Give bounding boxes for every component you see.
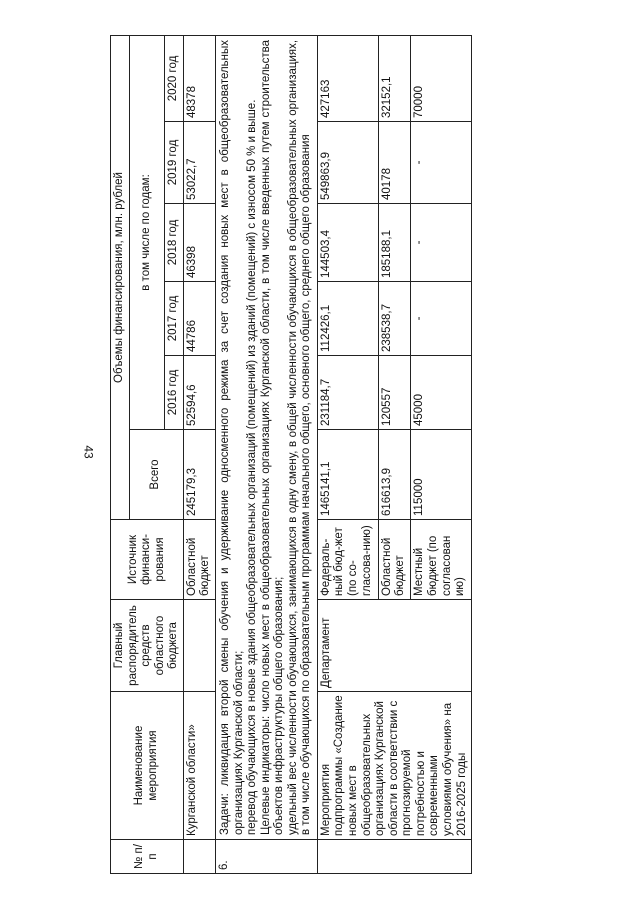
financing-table <box>110 35 472 874</box>
header-total: Всего <box>129 430 183 520</box>
header-manager: Главный распорядитель средств областного бюджета <box>111 600 184 692</box>
cell-value: 144503,4 <box>317 204 378 282</box>
header-volume: Объемы финансирования, млн. рублей <box>111 35 130 519</box>
page-number: 43 <box>81 445 96 459</box>
cell-value: 32152,1 <box>378 35 411 121</box>
cell-name: Мероприятия подпрограммы «Создание новых мест в общеобразовательных организациях Курганской области в соответствии с прогнозируемой потребностью и современными условиями обучения» на 2016-2025 годы <box>317 692 471 840</box>
header-year: 2020 год <box>165 35 184 121</box>
cell-total: 115000 <box>411 430 472 520</box>
cell-value: - <box>411 122 472 204</box>
task-line: Задачи: ликвидация второй смены обучения и удерживание односменного режима за счет создания новых мест в общеобразовательных организациях Курганской области; <box>218 39 245 835</box>
cell-value: 52594,6 <box>183 356 215 430</box>
table-row <box>317 35 378 873</box>
header-year: 2019 год <box>165 122 184 204</box>
header-source: Источник финанси-рования <box>111 520 184 600</box>
table-row <box>183 35 215 873</box>
cell-value: 48378 <box>183 35 215 121</box>
section-tasks <box>215 35 317 839</box>
cell-value: 549863,9 <box>317 122 378 204</box>
cell-value: - <box>411 204 472 282</box>
cell-source: Областной бюджет <box>378 520 411 600</box>
cell-value: 46398 <box>183 204 215 282</box>
section-row <box>215 35 317 873</box>
header-year: 2018 год <box>165 204 184 282</box>
cell-source: Федераль-ный бюд-жет (по со-гласова-нию) <box>317 520 378 600</box>
cell-value: 112426,1 <box>317 282 378 356</box>
header-row-1 <box>111 35 130 873</box>
cell-source: Местный бюджет (по согласован ию) <box>411 520 472 600</box>
section-num: 6. <box>215 840 317 874</box>
cell-value: 70000 <box>411 35 472 121</box>
cell-manager <box>183 600 215 692</box>
cell-value: 238538,7 <box>378 282 411 356</box>
task-line: перевод обучающихся в новые здания общеобразовательных организаций (помещений) из зданий (помещений) с износом 50 % и выше. <box>246 99 259 835</box>
cell-total: 245179,3 <box>183 430 215 520</box>
cell-value: 45000 <box>411 356 472 430</box>
task-line: удельный вес численности обучающихся, занимающихся в одну смену, в общей численности обучающихся в общеобразовательных организациях, в том числе обучающихся по образовательным программам начального общего, основного общего, среднего общего образования <box>286 39 313 835</box>
header-year: 2017 год <box>165 282 184 356</box>
cell-value: 40178 <box>378 122 411 204</box>
cell-value: - <box>411 282 472 356</box>
header-year: 2016 год <box>165 356 184 430</box>
cell-value: 53022,7 <box>183 122 215 204</box>
cell-value: 120557 <box>378 356 411 430</box>
cell-name: Курганской области» <box>183 692 215 840</box>
header-num: № п/п <box>111 840 184 874</box>
task-line: Целевые индикаторы: число новых мест в общеобразовательных организациях Курганской области, в том числе введенных путем строительства объектов инфраструктуры общего образования; <box>259 39 286 835</box>
cell-total: 1465141,1 <box>317 430 378 520</box>
cell-manager: Департамент <box>317 600 471 692</box>
cell-num <box>183 840 215 874</box>
cell-value: 427163 <box>317 35 378 121</box>
rotated-table-wrapper <box>110 36 620 874</box>
header-name: Наименование мероприятия <box>111 692 184 840</box>
cell-num <box>317 840 471 874</box>
cell-value: 185188,1 <box>378 204 411 282</box>
cell-value: 44786 <box>183 282 215 356</box>
cell-value: 231184,7 <box>317 356 378 430</box>
cell-source: Областной бюджет <box>183 520 215 600</box>
cell-total: 616613,9 <box>378 430 411 520</box>
header-by-years: в том числе по годам: <box>129 35 165 429</box>
